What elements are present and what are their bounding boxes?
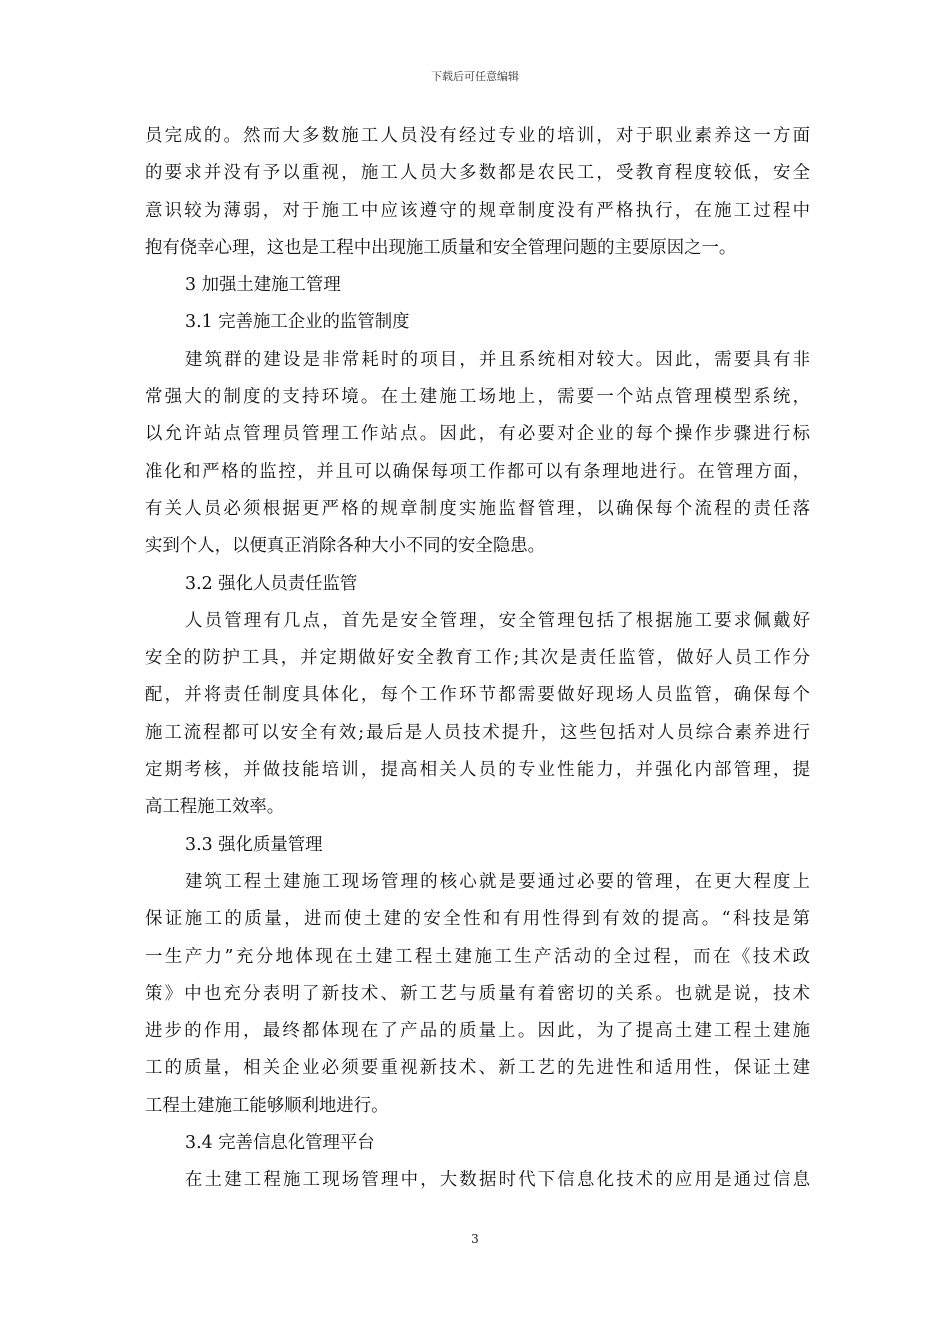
document-body [145, 118, 810, 1200]
body-line: 施工流程都可以安全有效;最后是人员技术提升，这些包括对人员综合素养进行 [145, 722, 810, 743]
body-line: 人员管理有几点，首先是安全管理，安全管理包括了根据施工要求佩戴好 [185, 610, 810, 631]
body-line: 的要求并没有予以重视，施工人员大多数都是农民工，受教育程度较低，安全 [145, 163, 810, 184]
body-line: 高工程施工效率。 [145, 797, 285, 818]
body-line: 建筑工程土建施工现场管理的核心就是要通过必要的管理，在更大程度上 [185, 871, 810, 892]
body-line: 一生产力”充分地体现在土建工程土建施工生产活动的全过程，而在《技术政 [145, 946, 810, 967]
body-line: 员完成的。然而大多数施工人员没有经过专业的培训，对于职业素养这一方面 [145, 126, 810, 146]
subsection-heading: 3.1 完善施工企业的监管制度 [185, 312, 410, 333]
body-line: 工程土建施工能够顺利地进行。 [145, 1095, 389, 1116]
page-header: 下载后可任意编辑 [431, 70, 519, 83]
subsection-heading: 3.2 强化人员责任监管 [185, 573, 358, 594]
body-line: 策》中也充分表明了新技术、新工艺与质量有着密切的关系。也就是说，技术 [145, 983, 810, 1004]
body-line: 实到个人，以便真正消除各种大小不同的安全隐患。 [145, 536, 545, 557]
section-heading: 3 加强土建施工管理 [185, 275, 341, 296]
body-line: 常强大的制度的支持环境。在土建施工场地上，需要一个站点管理模型系统， [145, 387, 810, 408]
body-line: 建筑群的建设是非常耗时的项目，并且系统相对较大。因此，需要具有非 [185, 349, 810, 370]
body-line: 进步的作用，最终都体现在了产品的质量上。因此，为了提高土建工程土建施 [145, 1021, 810, 1042]
body-line: 意识较为薄弱，对于施工中应该遵守的规章制度没有严格执行，在施工过程中 [145, 200, 810, 221]
body-line: 抱有侥幸心理，这也是工程中出现施工质量和安全管理问题的主要原因之一。 [145, 237, 737, 258]
body-line: 准化和严格的监控，并且可以确保每项工作都可以有条理地进行。在管理方面， [145, 461, 810, 482]
subsection-heading: 3.4 完善信息化管理平台 [185, 1133, 375, 1154]
subsection-heading: 3.3 强化质量管理 [185, 834, 323, 855]
body-line: 保证施工的质量，进而使土建的安全性和有用性得到有效的提高。“科技是第 [145, 909, 810, 930]
body-line: 以允许站点管理员管理工作站点。因此，有必要对企业的每个操作步骤进行标 [145, 424, 810, 445]
page-number: 3 [471, 1232, 479, 1246]
body-line: 定期考核，并做技能培训，提高相关人员的专业性能力，并强化内部管理，提 [145, 760, 810, 781]
body-line: 配，并将责任制度具体化，每个工作环节都需要做好现场人员监管，确保每个 [145, 685, 810, 706]
body-line: 安全的防护工具，并定期做好安全教育工作;其次是责任监管，做好人员工作分 [145, 648, 810, 669]
body-line: 在土建工程施工现场管理中，大数据时代下信息化技术的应用是通过信息 [185, 1170, 810, 1191]
body-line: 工的质量，相关企业必须要重视新技术、新工艺的先进性和适用性，保证土建 [145, 1058, 810, 1079]
body-line: 有关人员必须根据更严格的规章制度实施监督管理，以确保每个流程的责任落 [145, 498, 810, 519]
